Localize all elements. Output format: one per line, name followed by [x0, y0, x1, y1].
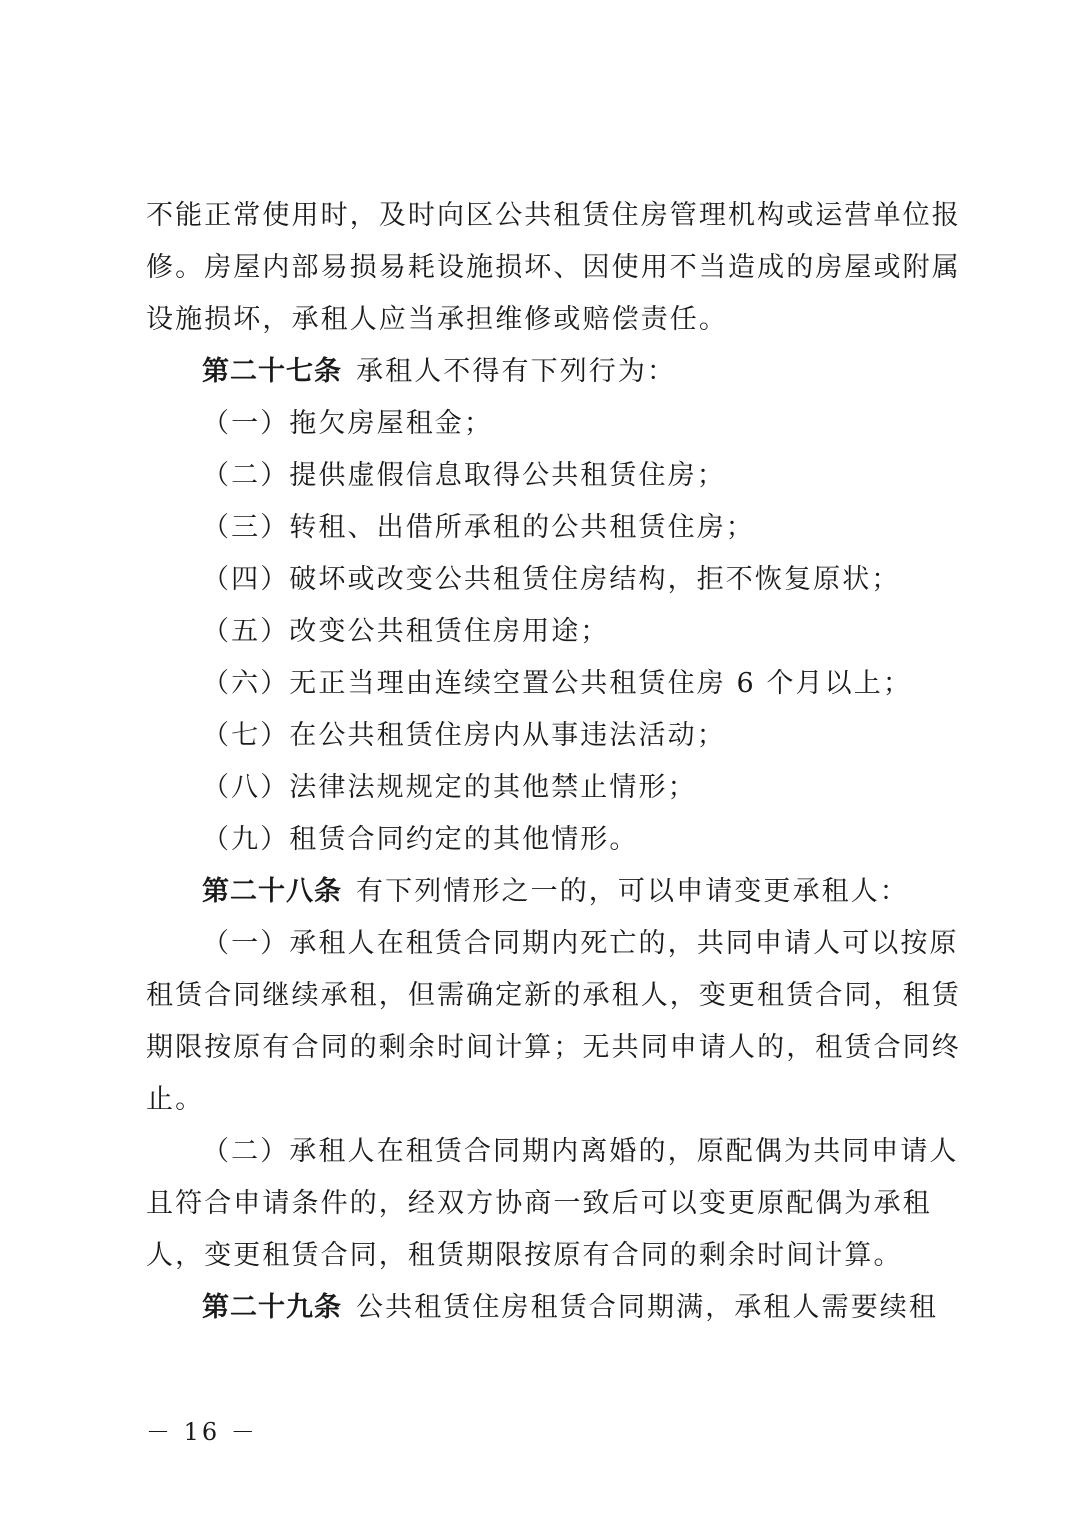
- article-27-item: （二）提供虚假信息取得公共租赁住房；: [202, 460, 726, 491]
- article-27-heading: 第二十七条: [202, 356, 342, 387]
- article-28-item2-line: 且符合申请条件的，经双方协商一致后可以变更原配偶为承租: [146, 1188, 932, 1219]
- article-28-item2-line: （二）承租人在租赁合同期内离婚的，原配偶为共同申请人: [202, 1136, 959, 1167]
- article-28-item1-line: 租赁合同继续承租，但需确定新的承租人，变更租赁合同，租赁: [146, 980, 961, 1011]
- article-28-text: 有下列情形之一的，可以申请变更承租人：: [356, 876, 909, 907]
- paragraph-line: 设施损坏，承租人应当承担维修或赔偿责任。: [146, 304, 728, 335]
- article-27-item: （六）无正当理由连续空置公共租赁住房 6 个月以上；: [202, 668, 912, 699]
- paragraph-line: 修。房屋内部易损易耗设施损坏、因使用不当造成的房屋或附属: [146, 252, 961, 283]
- article-28-item1-line: （一）承租人在租赁合同期内死亡的，共同申请人可以按原: [202, 928, 959, 959]
- page-number: － 16 －: [146, 1418, 258, 1446]
- article-27-item: （七）在公共租赁住房内从事违法活动；: [202, 720, 726, 751]
- article-27-item: （三）转租、出借所承租的公共租赁住房；: [202, 512, 755, 543]
- article-28-item1-line: 期限按原有合同的剩余时间计算；无共同申请人的，租赁合同终: [146, 1032, 961, 1063]
- article-27: [146, 346, 942, 398]
- article-27-item: （八）法律法规规定的其他禁止情形；: [202, 772, 697, 803]
- document-body: [146, 190, 961, 1334]
- article-29-text: 公共租赁住房租赁合同期满，承租人需要续租: [356, 1292, 938, 1323]
- article-28-item1-line: 止。: [146, 1084, 205, 1115]
- paragraph-line: 不能正常使用时，及时向区公共租赁住房管理机构或运营单位报: [146, 200, 961, 231]
- article-27-item: （一）拖欠房屋租金；: [202, 408, 493, 439]
- article-29-heading: 第二十九条: [202, 1292, 342, 1323]
- article-27-item: （四）破坏或改变公共租赁住房结构，拒不恢复原状；: [202, 564, 901, 595]
- article-28-item2-line: 人，变更租赁合同，租赁期限按原有合同的剩余时间计算。: [146, 1240, 903, 1271]
- article-27-text: 承租人不得有下列行为：: [356, 356, 677, 387]
- article-28-heading: 第二十八条: [202, 876, 342, 907]
- article-27-item: （九）租赁合同约定的其他情形。: [202, 824, 639, 855]
- article-28: [146, 866, 942, 918]
- article-29: [146, 1282, 942, 1334]
- article-27-item: （五）改变公共租赁住房用途；: [202, 616, 610, 647]
